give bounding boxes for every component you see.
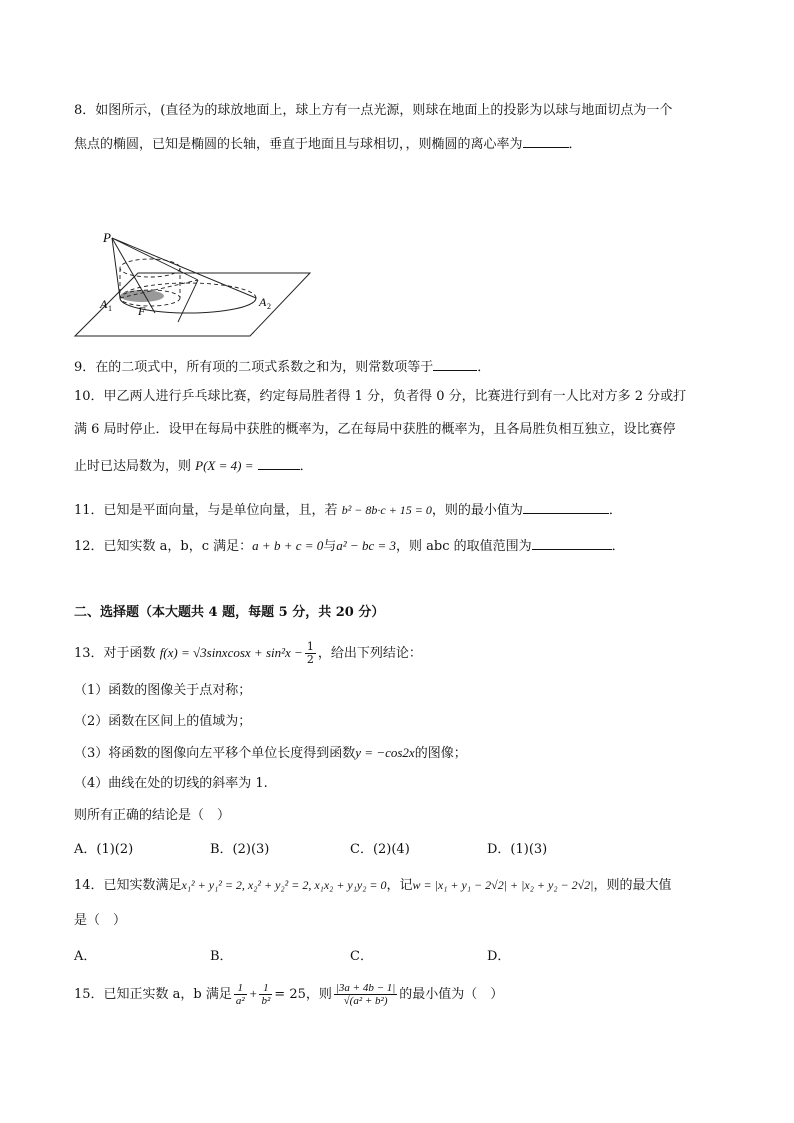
q10-answer-blank <box>258 455 300 470</box>
q15-eq: = 25，则 <box>274 987 332 1002</box>
q15-frac1-den: a² <box>235 995 245 1007</box>
q12-end: ． <box>611 539 625 554</box>
q9-line <box>74 356 490 378</box>
q15-plus: + <box>248 986 258 1001</box>
q10-line2: 满 6 局时停止．设甲在每局中获胜的概率为，乙在每局中获胜的概率为，且各局胜负相互独立，设比赛停 <box>74 422 676 437</box>
q15-frac2-den: b² <box>261 995 271 1007</box>
q10-line1: 10．甲乙两人进行乒乓球比赛，约定每局胜者得 1 分，负者得 0 分，比赛进行到有一人比对方多 2 分或打 <box>74 389 687 404</box>
q14-formula: x₁² + y₁² = 2, x₂² + y₂² = 2, x₁x₂ + y₁y₂ = 0 <box>181 878 387 892</box>
q9-answer-blank <box>433 356 477 371</box>
q8-answer-blank <box>523 133 569 148</box>
q12-answer-blank <box>532 535 612 550</box>
q13-item-3-text: （3）将函数的图像向左平移个单位长度得到函数 <box>74 746 356 761</box>
q11-text: 11．已知是平面向量，与是单位向量，且，若 <box>74 503 338 518</box>
label-A1-subscript: 1 <box>108 304 112 313</box>
q10-line3 <box>74 455 313 477</box>
q14-tail: ，则的最大值 <box>593 878 672 893</box>
q8-line2 <box>74 133 582 155</box>
q10-formula: P(X = 4) = <box>195 458 254 473</box>
q8-line1: 8．如图所示，(直径为的球放地面上，球上方有一点光源，则球在地面上的投影为以球与地面切点为一个 <box>74 103 673 118</box>
q13-option-d[interactable]: D．(1)(3) <box>487 842 548 857</box>
q13-item-2: （2）函数在区间上的值域为； <box>74 714 252 729</box>
q15-tail: 的最小值为（ ） <box>399 987 504 1002</box>
label-F: F <box>138 304 146 318</box>
q9-text: 9．在的二项式中，所有项的二项式系数之和为，则常数项等于 <box>74 360 434 375</box>
q13-option-b[interactable]: B．(2)(3) <box>210 842 270 857</box>
line-P-tangent <box>112 238 198 280</box>
q11-answer-blank <box>523 499 609 514</box>
q13-item-3-formula: y = −cos2x <box>355 745 415 760</box>
label-P: P <box>103 230 111 245</box>
q13-frac-num: 1 <box>306 640 314 653</box>
q12-formula2: a² − bc = 3 <box>336 538 396 553</box>
q12-text2: ，则 abc 的取值范围为 <box>396 539 532 554</box>
q13-option-c[interactable]: C．(2)(4) <box>350 842 410 857</box>
q14-intro: 14．已知实数满足 <box>74 878 182 893</box>
q10-text: 止时已达局数为，则 <box>74 459 192 474</box>
q10-end: ． <box>299 459 313 474</box>
q13-fraction <box>305 641 316 666</box>
sphere-shadow-ellipse-figure <box>70 228 315 343</box>
q13-intro: 13．对于函数 <box>74 646 156 661</box>
q12-formula1: a + b + c = 0 <box>252 538 324 553</box>
label-A2: A <box>259 295 267 309</box>
q15-frac1-num: 1 <box>234 982 247 995</box>
q13-item-3 <box>74 743 467 764</box>
q11-line <box>74 499 622 521</box>
section-2-heading: 二、选择题（本大题共 4 题，每题 5 分，共 20 分） <box>74 605 385 620</box>
line-P-F <box>112 238 155 313</box>
q11-end: ． <box>608 503 622 518</box>
q15-fraction-1 <box>234 982 247 1007</box>
q12-text: 12．已知实数 a，b，c 满足： <box>74 539 253 554</box>
line-P-A1 <box>112 238 120 298</box>
q8-text: 焦点的椭圆，已知是椭圆的长轴，垂直于地面且与球相切，，则椭圆的离心率为 <box>74 137 523 152</box>
q15-frac3-num: |3a + 4b − 1| <box>335 982 396 994</box>
label-A1: A <box>100 297 108 311</box>
q8-end: ． <box>568 137 582 152</box>
q13-option-a[interactable]: A．(1)(2) <box>74 842 134 857</box>
q14-option-a[interactable]: A． <box>74 949 97 964</box>
sphere-contact-shading <box>120 290 164 302</box>
q13-item-1: （1）函数的图像关于点对称； <box>74 683 252 698</box>
q13-prompt: 则所有正确的结论是（ ） <box>74 808 231 823</box>
q12-mid: 与 <box>323 539 337 554</box>
q14-option-d[interactable]: D． <box>487 949 511 964</box>
q15-fraction-2 <box>259 982 272 1007</box>
q15-line <box>74 982 503 1007</box>
q14-option-b[interactable]: B． <box>210 949 233 964</box>
q14-option-c[interactable]: C． <box>350 949 373 964</box>
q14-line2: 是（ ） <box>74 913 127 928</box>
q15-fraction-3 <box>334 982 397 1007</box>
q13-frac-den: 2 <box>306 653 314 666</box>
q14-line1 <box>74 875 672 896</box>
q13-formula: f(x) = √3sinxcosx + sin²x − <box>159 645 303 660</box>
q11-formula: b² − 8b·c + 15 = 0 <box>341 503 432 517</box>
label-A2-subscript: 2 <box>267 302 271 311</box>
q13-line <box>74 641 422 666</box>
q12-line <box>74 535 625 557</box>
q11-text2: ，则的最小值为 <box>431 503 523 518</box>
q15-intro: 15．已知正实数 a，b 满足 <box>74 987 232 1002</box>
q13-tail: ，给出下列结论： <box>317 646 422 661</box>
line-tangent-down <box>178 280 198 322</box>
q15-frac2-num: 1 <box>259 982 272 995</box>
q14-formula2: w = |x₁ + y₁ − 2√2| + |x₂ + y₂ − 2√2| <box>412 878 594 892</box>
q14-mid: ，记 <box>386 878 413 893</box>
q15-frac3-den: √(a² + b²) <box>343 995 388 1007</box>
q13-item-4: （4）曲线在处的切线的斜率为 1. <box>74 776 268 791</box>
q13-item-3-tail: 的图像； <box>414 746 467 761</box>
q9-end: ． <box>477 360 491 375</box>
